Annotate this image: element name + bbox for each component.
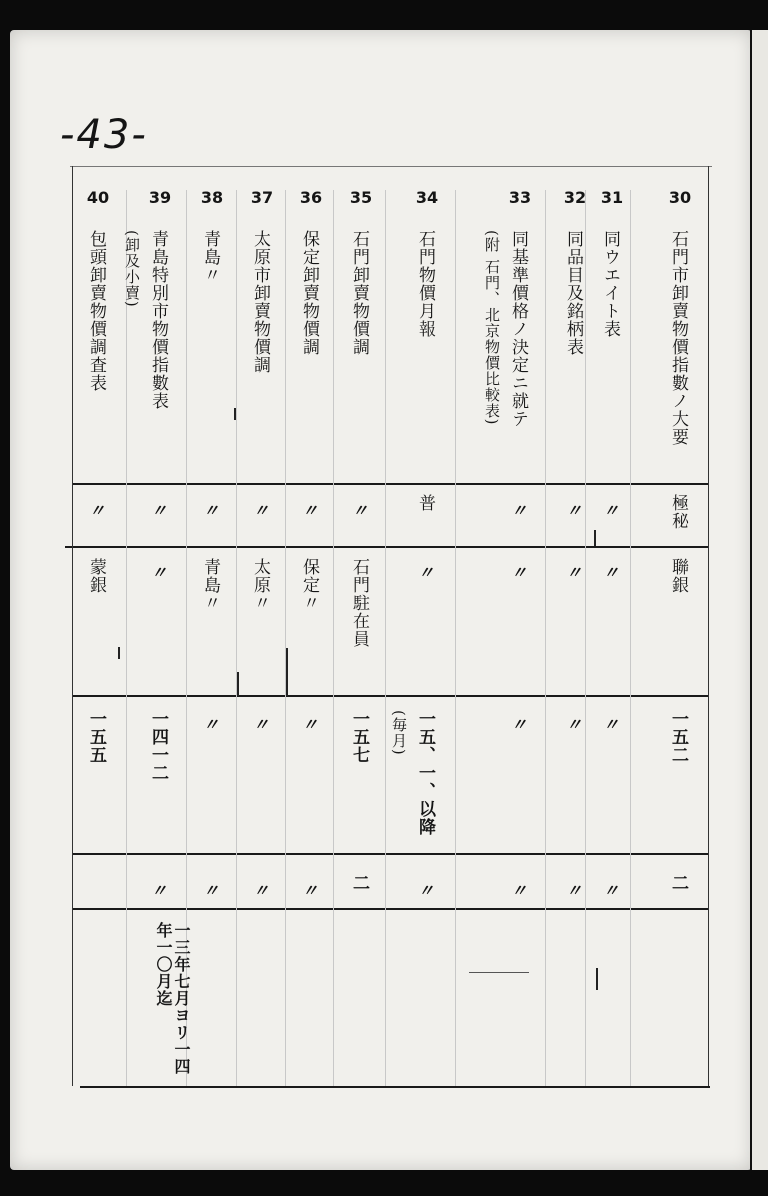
table-rule-5 (72, 908, 708, 910)
ink-mark (118, 647, 120, 659)
entry-issuer: 太原〃 (250, 558, 270, 612)
copies-ditto: 〃 (417, 881, 434, 900)
entry-pages: 一四一二 (148, 710, 168, 782)
table-rule-2 (65, 546, 708, 548)
column-rule (236, 190, 237, 1086)
classification-ditto: 〃 (301, 501, 318, 520)
pages-ditto: 〃 (202, 715, 219, 734)
column-rule (630, 190, 631, 1086)
table-top-rule (70, 166, 712, 167)
ink-mark (469, 972, 529, 973)
entry-issuer: 青島〃 (200, 558, 220, 612)
classification-ditto: 〃 (565, 501, 582, 520)
entry-pages: 一五、一、以降 (415, 710, 435, 836)
classification-ditto: 〃 (202, 501, 219, 520)
copies-ditto: 〃 (510, 881, 527, 900)
table-left-rule (72, 166, 73, 1086)
entry-number: 33 (508, 188, 532, 207)
table-rule-1 (72, 483, 708, 485)
issuer-ditto: 〃 (417, 563, 434, 582)
entry-pages: 一五七 (349, 710, 369, 764)
column-rule (455, 190, 456, 1086)
pages-ditto: 〃 (252, 715, 269, 734)
entry-number: 31 (600, 188, 624, 207)
table-bottom-rule (80, 1086, 710, 1088)
copies-ditto: 〃 (602, 881, 619, 900)
classification-ditto: 〃 (351, 501, 368, 520)
entry-copies: 二 (668, 874, 688, 892)
pages-ditto: 〃 (301, 715, 318, 734)
ink-mark (286, 648, 288, 696)
entry-title: 石門卸賣物價調 (349, 230, 369, 356)
entry-copies: 二 (349, 874, 369, 892)
column-rule (385, 190, 386, 1086)
entry-title: 同ウエイト表 (600, 230, 620, 338)
entry-classification: 極秘 (668, 494, 688, 530)
entry-title: 青島特別市物價指數表 (148, 230, 168, 410)
entry-number: 30 (668, 188, 692, 207)
classification-ditto: 〃 (602, 501, 619, 520)
ink-mark (237, 672, 239, 696)
entry-issuer: 聯銀 (668, 558, 688, 594)
entry-number: 32 (563, 188, 587, 207)
entry-issuer: 蒙銀 (86, 558, 106, 594)
entry-title: 同基準價格ノ決定ニ就テ (508, 230, 528, 428)
entry-number: 39 (148, 188, 172, 207)
column-rule (545, 190, 546, 1086)
classification-ditto: 〃 (150, 501, 167, 520)
page-number: -43- (60, 112, 148, 158)
pages-ditto: 〃 (565, 715, 582, 734)
entry-title: 石門物價月報 (415, 230, 435, 338)
entry-number: 38 (200, 188, 224, 207)
entry-period: 一三年七月ヨリ一四年一〇月迄 (154, 922, 191, 1075)
entry-classification: 普 (415, 494, 435, 512)
entry-title: 太原市卸賣物價調 (250, 230, 270, 374)
entry-title: 保定卸賣物價調 (299, 230, 319, 356)
entry-title: 青島〃 (200, 230, 220, 284)
copies-ditto: 〃 (301, 881, 318, 900)
ink-mark (594, 530, 596, 546)
classification-ditto: 〃 (252, 501, 269, 520)
pages-ditto: 〃 (510, 715, 527, 734)
issuer-ditto: 〃 (150, 563, 167, 582)
entry-title-note: (附 石門、北京物價比較表) (483, 230, 501, 426)
pages-ditto: 〃 (602, 715, 619, 734)
entry-pages: 一五二 (668, 710, 688, 764)
column-rule (333, 190, 334, 1086)
entry-number: 40 (86, 188, 110, 207)
entry-number: 37 (250, 188, 274, 207)
column-rule (585, 190, 586, 1086)
issuer-ditto: 〃 (602, 563, 619, 582)
copies-ditto: 〃 (150, 881, 167, 900)
classification-ditto: 〃 (88, 501, 105, 520)
entry-issuer: 保定〃 (299, 558, 319, 612)
entry-pages-note: (毎月) (390, 710, 408, 756)
issuer-ditto: 〃 (510, 563, 527, 582)
entry-title: 包頭卸賣物價調査表 (86, 230, 106, 392)
column-rule (126, 190, 127, 1086)
ink-mark (596, 968, 598, 990)
entry-number: 36 (299, 188, 323, 207)
table-rule-4 (72, 853, 708, 855)
entry-issuer: 石門駐在員 (349, 558, 369, 648)
table-right-rule (708, 166, 709, 1086)
copies-ditto: 〃 (565, 881, 582, 900)
ink-mark (234, 408, 236, 420)
issuer-ditto: 〃 (565, 563, 582, 582)
entry-title: 石門市卸賣物價指數ノ大要 (668, 230, 688, 446)
column-rule (285, 190, 286, 1086)
entry-pages: 一五五 (86, 710, 106, 764)
entry-number: 34 (415, 188, 439, 207)
entry-number: 35 (349, 188, 373, 207)
copies-ditto: 〃 (202, 881, 219, 900)
table-rule-3 (72, 695, 708, 697)
copies-ditto: 〃 (252, 881, 269, 900)
entry-title-note: (卸及小賣) (123, 230, 141, 308)
classification-ditto: 〃 (510, 501, 527, 520)
entry-title: 同品目及銘柄表 (563, 230, 583, 356)
